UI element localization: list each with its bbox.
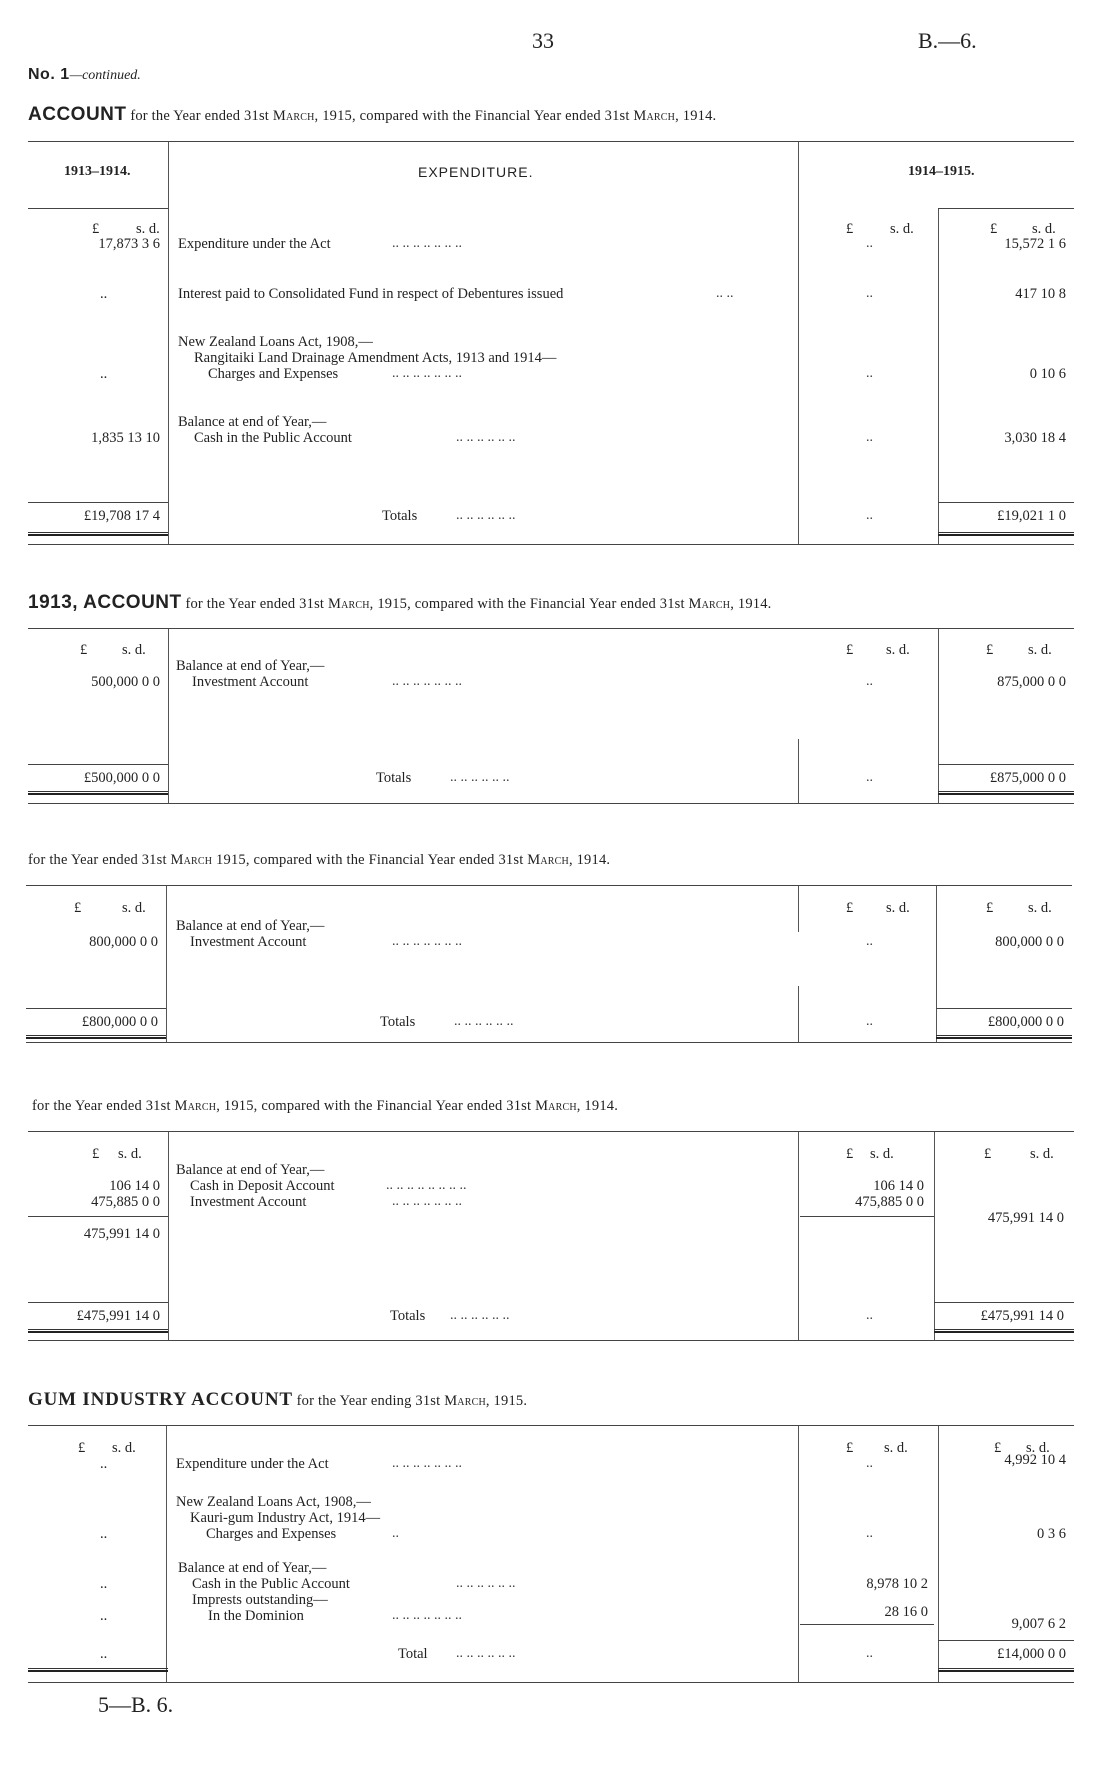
leader-dots: .. .. .. .. .. ..: [456, 508, 516, 523]
leader-dots: .. .. .. .. .. .. ..: [392, 236, 462, 251]
s1-total-curr: £19,021 1 0: [997, 508, 1066, 524]
s1-r3-label-a: New Zealand Loans Act, 1908,—: [178, 334, 373, 350]
leader-dots: .. .. .. .. .. ..: [450, 770, 510, 785]
col-header-expenditure: EXPENDITURE.: [418, 164, 534, 180]
s3-label-a: Balance at end of Year,—: [176, 918, 325, 934]
s4-mid-b: 106 14 0: [873, 1178, 924, 1194]
sd-header: s. d.: [1032, 221, 1056, 237]
pound-header: £: [846, 1440, 854, 1456]
pound-header: £: [994, 1440, 1002, 1456]
section5-title: GUM INDUSTRY ACCOUNT for the Year ending 31st March, 1915.: [28, 1389, 528, 1410]
sd-header: s. d.: [1026, 1440, 1050, 1456]
s4-label-b: Cash in Deposit Account: [190, 1178, 335, 1194]
s5-r3-prev-d: ..: [100, 1608, 108, 1624]
section3-table: [26, 885, 1072, 1043]
sd-header: s. d.: [118, 1146, 142, 1162]
col-header-prev: 1913–1914.: [64, 164, 131, 179]
leader-dots: ..: [866, 1456, 873, 1471]
section1-title: ACCOUNT for the Year ended 31st March, 1915, compared with the Financial Year ended 31st March, 1914.: [28, 104, 717, 125]
pound-header: £: [80, 642, 88, 658]
s4-total-prev: £475,991 14 0: [76, 1308, 160, 1324]
leader-dots: .. .. .. .. .. ..: [456, 1646, 516, 1661]
leader-dots: ..: [866, 236, 873, 251]
sd-header: s. d.: [136, 221, 160, 237]
leader-dots: .. .. .. .. .. .. ..: [392, 934, 462, 949]
page-number: 33: [532, 28, 554, 53]
sd-header: s. d.: [884, 1440, 908, 1456]
leader-dots: ..: [866, 934, 873, 949]
s3-total-label: Totals: [380, 1014, 416, 1030]
pound-header: £: [986, 642, 994, 658]
s5-r1-curr: 4,992 10 4: [1004, 1452, 1066, 1468]
s5-r3-prev-b: ..: [100, 1576, 108, 1592]
s3-prev: 800,000 0 0: [89, 934, 158, 950]
s5-r3-mid-b: 8,978 10 2: [866, 1576, 928, 1592]
sd-header: s. d.: [112, 1440, 136, 1456]
s3-total-curr: £800,000 0 0: [987, 1014, 1064, 1030]
leader-dots: .. .. .. .. .. .. ..: [392, 674, 462, 689]
s4-label-a: Balance at end of Year,—: [176, 1162, 325, 1178]
pound-header: £: [846, 642, 854, 658]
s5-r2-prev: ..: [100, 1526, 108, 1542]
s1-r4-label-b: Cash in the Public Account: [194, 430, 352, 446]
s1-r3-prev: ..: [100, 366, 108, 382]
s5-r3-mid-d: 28 16 0: [884, 1604, 928, 1620]
leader-dots: ..: [866, 1526, 873, 1541]
pound-header: £: [990, 221, 998, 237]
s4-prev-sub: 475,991 14 0: [83, 1226, 160, 1242]
leader-dots: .. .. .. .. .. .. ..: [392, 366, 462, 381]
pound-header: £: [986, 900, 994, 916]
s2-label-b: Investment Account: [192, 674, 309, 690]
s4-total-label: Totals: [390, 1308, 426, 1324]
leader-dots: .. .. .. .. .. .. .. ..: [386, 1178, 467, 1193]
s1-r2-prev: ..: [100, 286, 108, 302]
section3-title: for the Year ended 31st March 1915, compared with the Financial Year ended 31st March, 1914.: [28, 852, 611, 868]
s2-curr: 875,000 0 0: [997, 674, 1066, 690]
pound-header: £: [92, 221, 100, 237]
s1-r1-curr: 15,572 1 6: [1004, 236, 1066, 252]
s1-r4-prev: 1,835 13 10: [91, 430, 160, 446]
page-reference: B.—6.: [918, 28, 977, 53]
sd-header: s. d.: [870, 1146, 894, 1162]
continued-label: No. 1—continued.: [28, 66, 141, 83]
s2-total-curr: £875,000 0 0: [989, 770, 1066, 786]
sd-header: s. d.: [122, 642, 146, 658]
leader-dots: .. .. .. .. .. .. ..: [392, 1194, 462, 1209]
s5-r3-curr: 9,007 6 2: [1011, 1616, 1066, 1632]
s5-r1-prev: ..: [100, 1456, 108, 1472]
s5-r2-curr: 0 3 6: [1037, 1526, 1066, 1542]
sd-header: s. d.: [1030, 1146, 1054, 1162]
s1-total-label: Totals: [382, 508, 418, 524]
col-header-curr: 1914–1915.: [908, 164, 975, 179]
s4-prev-b: 106 14 0: [109, 1178, 160, 1194]
sd-header: s. d.: [122, 900, 146, 916]
s1-r4-curr: 3,030 18 4: [1004, 430, 1066, 446]
s4-curr: 475,991 14 0: [987, 1210, 1064, 1226]
pound-header: £: [78, 1440, 86, 1456]
page-footer: 5—B. 6.: [98, 1692, 174, 1717]
s5-r1-label: Expenditure under the Act: [176, 1456, 329, 1472]
section2-table: [28, 628, 1074, 804]
pound-header: £: [846, 1146, 854, 1162]
s4-total-curr: £475,991 14 0: [980, 1308, 1064, 1324]
s1-r1-label: Expenditure under the Act: [178, 236, 331, 252]
s4-mid-c: 475,885 0 0: [855, 1194, 924, 1210]
leader-dots: ..: [866, 770, 873, 785]
s5-total-prev: ..: [100, 1646, 108, 1662]
leader-dots: ..: [866, 366, 873, 381]
sd-header: s. d.: [886, 642, 910, 658]
s5-r3-label-d: In the Dominion: [208, 1608, 304, 1624]
leader-dots: .. .. .. .. .. ..: [456, 430, 516, 445]
s5-total-curr: £14,000 0 0: [997, 1646, 1066, 1662]
s3-curr: 800,000 0 0: [995, 934, 1064, 950]
leader-dots: ..: [866, 508, 873, 523]
s1-r2-curr: 417 10 8: [1015, 286, 1066, 302]
pound-header: £: [846, 900, 854, 916]
s2-label-a: Balance at end of Year,—: [176, 658, 325, 674]
s4-prev-c: 475,885 0 0: [91, 1194, 160, 1210]
pound-header: £: [846, 221, 854, 237]
section2-title: 1913, ACCOUNT for the Year ended 31st March, 1915, compared with the Financial Year ended 31st March, 1914.: [28, 592, 772, 613]
leader-dots: .. .. .. .. .. ..: [454, 1014, 514, 1029]
sd-header: s. d.: [890, 221, 914, 237]
leader-dots: .. .. .. .. .. .. ..: [392, 1608, 462, 1623]
leader-dots: ..: [866, 674, 873, 689]
s2-prev: 500,000 0 0: [91, 674, 160, 690]
s5-r2-label-b: Kauri-gum Industry Act, 1914—: [190, 1510, 381, 1526]
leader-dots: .. .. .. .. .. ..: [456, 1576, 516, 1591]
s5-r3-label-b: Cash in the Public Account: [192, 1576, 350, 1592]
sd-header: s. d.: [886, 900, 910, 916]
s1-r1-prev: 17,873 3 6: [98, 236, 160, 252]
s1-r3-curr: 0 10 6: [1029, 366, 1066, 382]
s1-r2-label: Interest paid to Consolidated Fund in respect of Debentures issued: [178, 286, 564, 302]
s5-r2-label-a: New Zealand Loans Act, 1908,—: [176, 1494, 371, 1510]
sd-header: s. d.: [1028, 642, 1052, 658]
pound-header: £: [984, 1146, 992, 1162]
s5-r2-label-c: Charges and Expenses: [206, 1526, 337, 1542]
s4-label-c: Investment Account: [190, 1194, 307, 1210]
s1-total-prev: £19,708 17 4: [83, 508, 160, 524]
s5-total-label: Total: [398, 1646, 428, 1662]
leader-dots: .. .. .. .. .. ..: [450, 1308, 510, 1323]
leader-dots: ..: [866, 1646, 873, 1661]
s3-total-prev: £800,000 0 0: [81, 1014, 158, 1030]
leader-dots: ..: [866, 430, 873, 445]
leader-dots: ..: [866, 1308, 873, 1323]
leader-dots: .. ..: [716, 286, 734, 301]
s1-r4-label-a: Balance at end of Year,—: [178, 414, 327, 430]
sd-header: s. d.: [1028, 900, 1052, 916]
leader-dots: ..: [392, 1526, 399, 1541]
s5-r3-label-c: Imprests outstanding—: [192, 1592, 328, 1608]
s2-total-label: Totals: [376, 770, 412, 786]
s1-r3-label-b: Rangitaiki Land Drainage Amendment Acts, 1913 and 1914—: [194, 350, 557, 366]
s2-total-prev: £500,000 0 0: [83, 770, 160, 786]
s1-r3-label-c: Charges and Expenses: [208, 366, 339, 382]
leader-dots: ..: [866, 286, 873, 301]
leader-dots: ..: [866, 1014, 873, 1029]
s3-label-b: Investment Account: [190, 934, 307, 950]
section4-title: for the Year ended 31st March, 1915, compared with the Financial Year ended 31st March, 1914.: [32, 1098, 619, 1114]
s5-r3-label-a: Balance at end of Year,—: [178, 1560, 327, 1576]
leader-dots: .. .. .. .. .. .. ..: [392, 1456, 462, 1471]
pound-header: £: [92, 1146, 100, 1162]
pound-header: £: [74, 900, 82, 916]
